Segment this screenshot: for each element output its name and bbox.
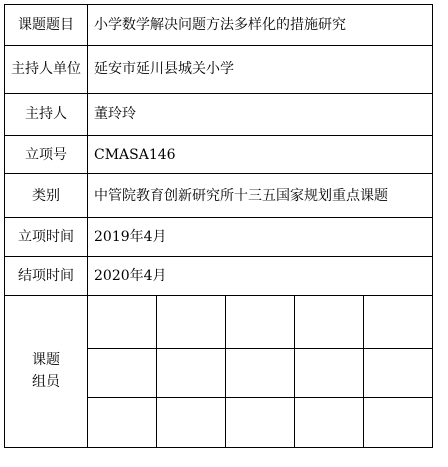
member-cell (295, 295, 364, 348)
host-unit-label: 主持人单位 (5, 45, 88, 93)
member-cell (226, 397, 295, 447)
start-date-label: 立项时间 (5, 218, 88, 257)
members-label-line1: 课题 (32, 352, 60, 369)
end-date-label: 结项时间 (5, 257, 88, 296)
member-cell (226, 348, 295, 397)
member-cell (295, 348, 364, 397)
member-cell (295, 397, 364, 447)
row-host-unit (5, 45, 433, 93)
member-cell (364, 348, 433, 397)
row-end-date (5, 257, 433, 296)
topic-value: 小学数学解决问题方法多样化的措施研究 (88, 5, 433, 46)
row-topic (5, 5, 433, 46)
project-info-table (4, 4, 433, 448)
members-label-line2: 组员 (32, 374, 60, 391)
row-host (5, 93, 433, 135)
row-category (5, 174, 433, 218)
project-number-value: CMASA146 (88, 135, 433, 174)
host-unit-value: 延安市延川县城关小学 (88, 45, 433, 93)
member-cell (88, 348, 157, 397)
members-label (5, 295, 88, 447)
member-cell (364, 397, 433, 447)
topic-label: 课题题目 (5, 5, 88, 46)
member-cell (364, 295, 433, 348)
category-label: 类别 (5, 174, 88, 218)
member-cell (157, 397, 226, 447)
member-cell (88, 295, 157, 348)
project-number-label: 立项号 (5, 135, 88, 174)
host-value: 董玲玲 (88, 93, 433, 135)
end-date-value: 2020年4月 (88, 257, 433, 296)
host-label: 主持人 (5, 93, 88, 135)
member-cell (157, 295, 226, 348)
member-cell (88, 397, 157, 447)
row-start-date (5, 218, 433, 257)
category-value: 中管院教育创新研究所十三五国家规划重点课题 (88, 174, 433, 218)
member-cell (157, 348, 226, 397)
row-project-number (5, 135, 433, 174)
start-date-value: 2019年4月 (88, 218, 433, 257)
members-row-1 (5, 295, 433, 348)
member-cell (226, 295, 295, 348)
